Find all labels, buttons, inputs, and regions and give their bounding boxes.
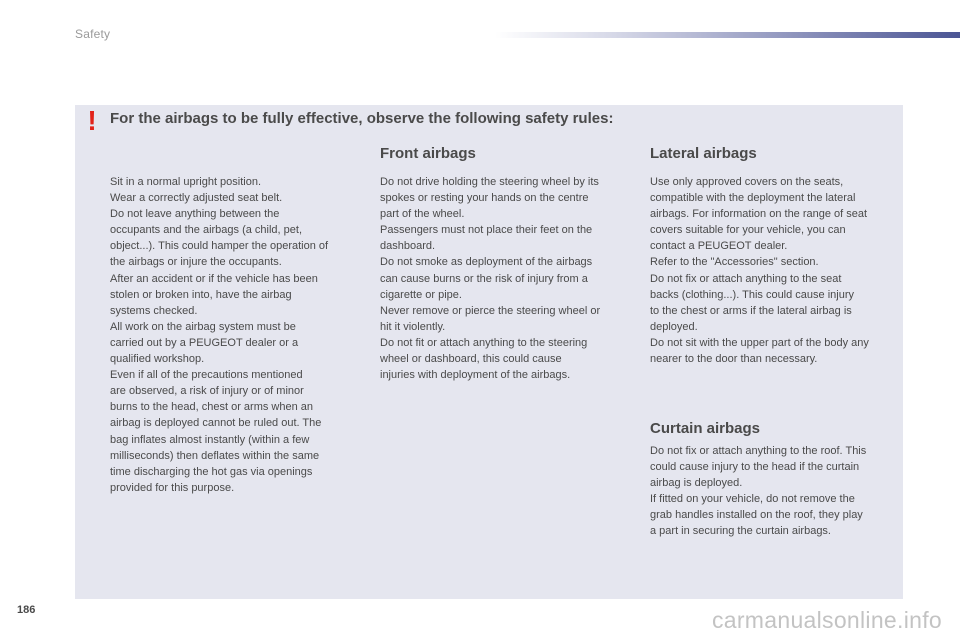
text-line: Do not fix or attach anything to the seat bbox=[650, 272, 842, 285]
text-line: are observed, a risk of injury or of minor bbox=[110, 385, 304, 398]
text-line: backs (clothing...). This could cause injury bbox=[650, 288, 854, 301]
text-line: hit it violently. bbox=[380, 320, 446, 333]
text-line: Sit in a normal upright position. bbox=[110, 176, 262, 188]
panel-title: For the airbags to be fully effective, observe the following safety rules: bbox=[110, 110, 614, 127]
text-line: burns to the head, chest or arms when an bbox=[110, 401, 314, 414]
text-line: Use only approved covers on the seats, bbox=[650, 176, 844, 188]
text-line: could cause injury to the head if the curtain bbox=[650, 461, 860, 474]
text-line: qualified workshop. bbox=[110, 353, 205, 366]
curtain-airbags-text bbox=[650, 443, 902, 540]
text-line: systems checked. bbox=[110, 304, 198, 317]
text-line: carried out by a PEUGEOT dealer or a bbox=[110, 336, 299, 349]
text-line: occupants and the airbags (a child, pet, bbox=[110, 224, 303, 237]
text-line: the airbags or injure the occupants. bbox=[110, 256, 282, 269]
text-line: Do not sit with the upper part of the body any bbox=[650, 336, 869, 349]
text-line: cigarette or pipe. bbox=[380, 288, 462, 301]
text-line: Do not smoke as deployment of the airbags bbox=[380, 256, 593, 269]
text-line: milliseconds) then deflates within the same bbox=[110, 449, 320, 462]
text-line: Never remove or pierce the steering wheel or bbox=[380, 304, 601, 317]
text-line: Refer to the "Accessories" section. bbox=[650, 256, 819, 269]
text-line: wheel or dashboard, this could cause bbox=[380, 353, 562, 366]
text-line: spokes or resting your hands on the centre bbox=[380, 192, 589, 205]
section-label: Safety bbox=[75, 27, 111, 41]
text-line: airbag is deployed cannot be ruled out. The bbox=[110, 417, 322, 430]
text-line: Do not drive holding the steering wheel by its bbox=[380, 176, 599, 188]
text-line: Do not fix or attach anything to the roof. This bbox=[650, 445, 867, 457]
text-line: airbags. For information on the range of seat bbox=[650, 208, 868, 221]
curtain-airbags-heading: Curtain airbags bbox=[650, 420, 761, 437]
text-line: covers suitable for your vehicle, you can bbox=[650, 224, 846, 237]
front-airbags-heading: Front airbags bbox=[380, 145, 476, 162]
text-line: Wear a correctly adjusted seat belt. bbox=[110, 192, 283, 205]
text-line: All work on the airbag system must be bbox=[110, 320, 296, 333]
text-line: airbag is deployed. bbox=[650, 477, 743, 490]
text-line: nearer to the door than necessary. bbox=[650, 353, 818, 366]
watermark: carmanualsonline.info bbox=[711, 607, 942, 633]
text-line: time discharging the hot gas via openings bbox=[110, 465, 313, 478]
text-line: Even if all of the precautions mentioned bbox=[110, 369, 303, 382]
header-decoration-bar bbox=[495, 32, 960, 38]
text-line: contact a PEUGEOT dealer. bbox=[650, 240, 788, 253]
text-line: object...). This could hamper the operation of bbox=[110, 240, 329, 253]
text-line: Passengers must not place their feet on the bbox=[380, 224, 593, 237]
text-line: a part in securing the curtain airbags. bbox=[650, 525, 831, 538]
text-line: Do not fit or attach anything to the steering bbox=[380, 336, 588, 349]
text-line: provided for this purpose. bbox=[110, 481, 235, 494]
text-line: can cause burns or the risk of injury from a bbox=[380, 272, 588, 285]
text-line: bag inflates almost instantly (within a few bbox=[110, 433, 310, 446]
text-line: dashboard. bbox=[380, 240, 436, 253]
text-line: compatible with the deployment the lateral bbox=[650, 192, 856, 205]
text-line: to the chest or arms if the lateral airbag is bbox=[650, 304, 852, 317]
text-line: grab handles installed on the roof, they play bbox=[650, 509, 863, 522]
text-line: stolen or broken into, have the airbag bbox=[110, 288, 292, 301]
exclamation-icon: ! bbox=[87, 105, 97, 136]
page-number: 186 bbox=[17, 604, 36, 616]
text-line: Do not leave anything between the bbox=[110, 208, 280, 221]
lateral-airbags-text bbox=[650, 174, 902, 367]
front-airbags-text bbox=[380, 174, 635, 383]
text-line: If fitted on your vehicle, do not remove the bbox=[650, 493, 855, 506]
general-rules-text bbox=[110, 174, 362, 496]
text-line: injuries with deployment of the airbags. bbox=[380, 369, 571, 382]
lateral-airbags-heading: Lateral airbags bbox=[650, 145, 757, 162]
text-line: After an accident or if the vehicle has been bbox=[110, 272, 318, 285]
text-line: deployed. bbox=[650, 320, 698, 333]
text-line: part of the wheel. bbox=[380, 208, 465, 221]
